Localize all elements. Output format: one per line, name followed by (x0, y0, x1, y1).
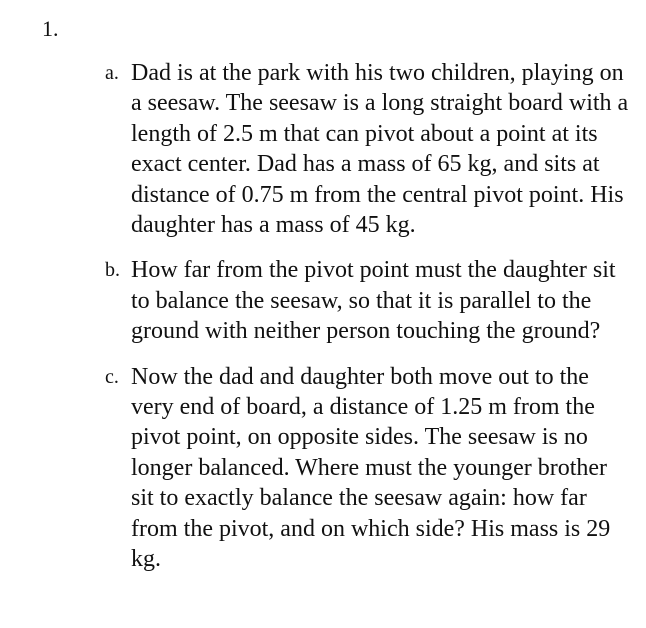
part-b-label: b. (105, 259, 120, 282)
part-a-text: Dad is at the park with his two children, playing on a seesaw. The seesaw is a long straight board with a length of 2.5 m that can pivot about a point at its exact center. Dad has a mass of 65 kg, and sits at distance of 0.75 m from the central pivot point. His daughter has a mass of 45 kg. (131, 60, 629, 239)
problem-number: 1. (42, 16, 59, 41)
part-c (0, 362, 646, 575)
part-a-label: a. (105, 62, 119, 84)
problem-parts (0, 58, 646, 575)
part-c-text: Now the dad and daughter both move out to the very end of board, a distance of 1.25 m from the pivot point, on opposite sides. The seesaw is no longer balanced. Where must the younger brother sit to exactly balance the seesaw again: how far from the pivot, and on which side? His mass is 29 kg. (131, 363, 611, 573)
part-b (0, 255, 646, 346)
part-b-text: How far from the pivot point must the daughter sit to balance the seesaw, so that it is parallel to the ground with neither person touching the ground? (131, 257, 616, 345)
part-a (0, 58, 646, 240)
part-c-label: c. (105, 365, 119, 388)
